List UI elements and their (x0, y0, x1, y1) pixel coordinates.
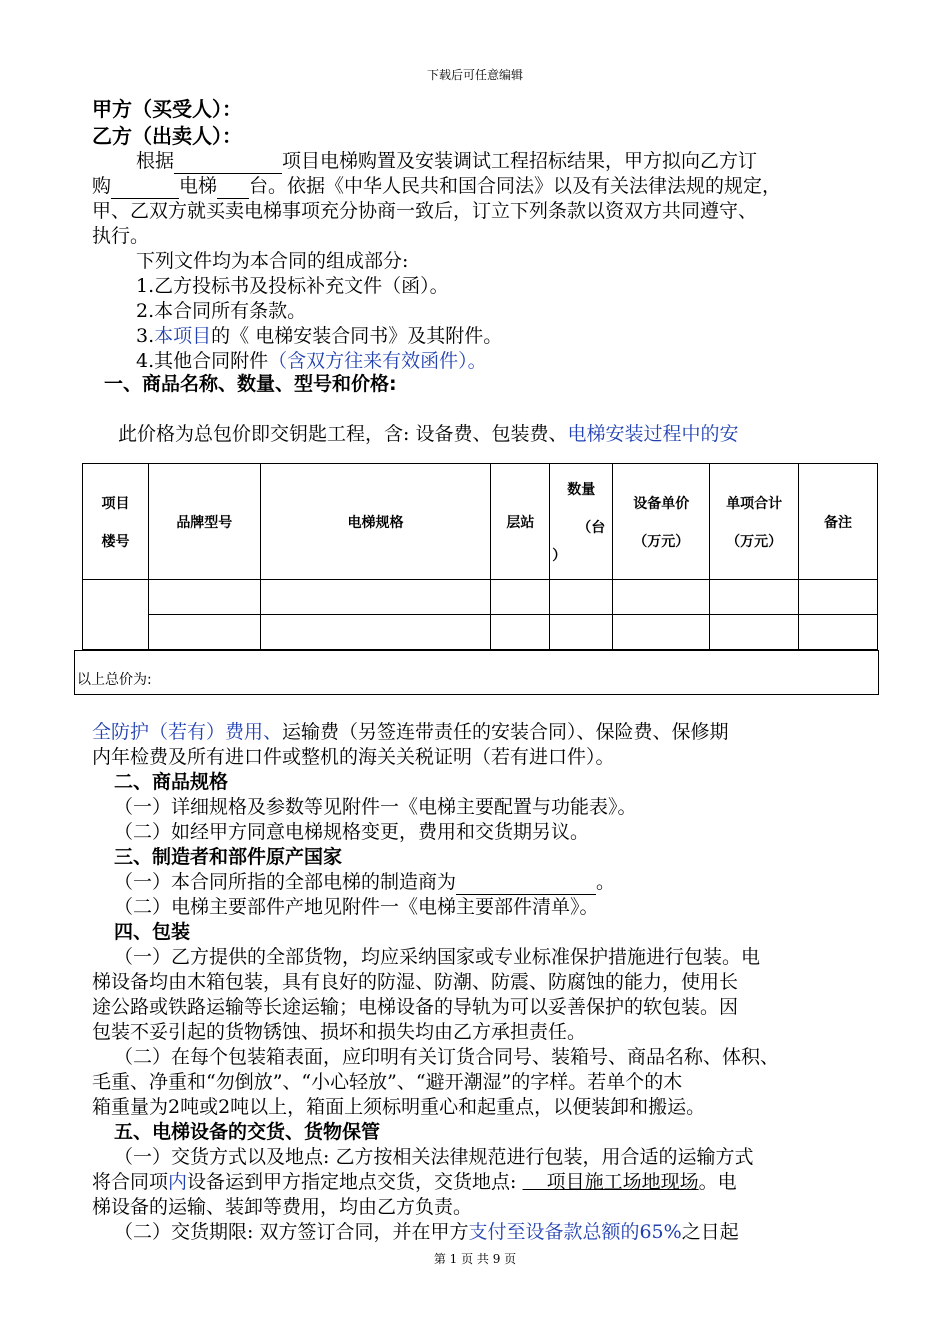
table-header-row (83, 464, 878, 580)
elevator-type-blank (111, 178, 179, 199)
table-cell[interactable] (799, 615, 878, 650)
section-4-item-1-line1: （一）乙方提供的全部货物，均应采纳国家或专业标准保护措施进行包装。电 (114, 946, 761, 968)
header-project-line1: 项目 (101, 495, 130, 512)
doc-item-2: 2.本合同所有条款。 (136, 300, 307, 322)
delivery-location: 项目施工场地现场 (522, 1171, 699, 1193)
section-4-title: 四、包装 (114, 921, 191, 943)
header-brand: 品牌型号 (148, 464, 260, 580)
section-3 (92, 845, 882, 920)
doc-item-3-num: 3. (136, 325, 155, 347)
table-row (83, 615, 878, 650)
page-footer: 第 1 页 共 9 页 (433, 1252, 517, 1266)
header-qty-line2: （台 (577, 519, 606, 536)
section-4-item-2-line1: （二）在每个包装箱表面，应印明有关订货合同号、装箱号、商品名称、体积、 (114, 1046, 780, 1068)
doc-item-4-note: （含双方往来有效函件）。 (268, 350, 487, 372)
table-cell[interactable] (148, 615, 260, 650)
intro-text-2b: 电梯 (179, 175, 218, 197)
section-4-item-2-line3: 箱重量为2吨或2吨以上，箱面上须标明重心和起重点，以便装卸和搬运。 (92, 1096, 706, 1118)
table-cell[interactable] (710, 615, 799, 650)
header-unit-line1: 设备单价 (633, 495, 690, 512)
doc-item-1: 1.乙方投标书及投标补充文件（函）。 (136, 275, 449, 297)
table-cell[interactable] (260, 580, 491, 615)
section-3-item-2: （二）电梯主要部件产地见附件一《电梯主要部件清单》。 (114, 896, 599, 918)
section-5-item-2a: （二）交货期限: 双方签订合同，并在甲方 (114, 1221, 469, 1243)
header-quantity (550, 464, 613, 580)
seller-label: 乙方（出卖人）： (92, 124, 242, 148)
doc-item-3-project: 本项目 (154, 325, 212, 347)
intro-text-4: 执行。 (92, 225, 150, 247)
docs-title: 下列文件均为本合同的组成部分: (136, 250, 409, 272)
table-row (83, 580, 878, 615)
section-3-item-1-end: 。 (596, 871, 616, 893)
header-sub-line1: 单项合计 (726, 495, 783, 512)
table-cell[interactable] (491, 615, 550, 650)
table-cell[interactable] (799, 580, 878, 615)
header-remark: 备注 (799, 464, 878, 580)
table-cell[interactable] (613, 580, 710, 615)
table-cell[interactable] (83, 580, 149, 650)
security-fee-text: 全防护（若有）费用、 (92, 721, 283, 743)
total-price-row[interactable] (74, 650, 879, 695)
header-qty-line3: ） (552, 547, 567, 564)
doc-item-3-text: 的《 电梯安装合同书》及其附件。 (211, 325, 503, 347)
intro-text-1b: 项目电梯购置及安装调试工程招标结果，甲方拟向乙方订 (282, 150, 758, 172)
section-4 (92, 920, 882, 1120)
section-5-item-1-line2e: 。电 (698, 1171, 737, 1193)
header-sub-line2: （万元） (726, 533, 783, 550)
section-5-item-1-line2b: 内 (168, 1171, 188, 1193)
section-3-title: 三、制造者和部件原产国家 (114, 846, 343, 868)
section-5-item-1-line3: 梯设备的运输、装卸等费用，均由乙方负责。 (92, 1196, 473, 1218)
total-price-label: 以上总价为: (77, 672, 152, 688)
after-table-line2: 内年检费及所有进口件或整机的海关关税证明（若有进口件）。 (92, 746, 615, 768)
price-note-blue: 电梯安装过程中的安 (567, 423, 739, 445)
header-spec: 电梯规格 (260, 464, 491, 580)
price-note-text: 此价格为总包价即交钥匙工程，含: 设备费、包装费、 (118, 423, 568, 445)
section-2-title: 二、商品规格 (114, 771, 229, 793)
table-cell[interactable] (491, 580, 550, 615)
section-5-title: 五、电梯设备的交货、货物保管 (114, 1121, 381, 1143)
project-name-blank (174, 153, 282, 174)
intro-text-1a: 根据 (136, 150, 175, 172)
page-header: 下载后可任意编辑 (426, 68, 523, 82)
intro-paragraph (92, 149, 882, 374)
intro-text-2a: 购 (92, 175, 112, 197)
elevator-count-blank (217, 178, 249, 199)
section-5-item-2b: 支付至设备款总额的65% (468, 1221, 682, 1243)
table-cell[interactable] (148, 580, 260, 615)
section-5-item-1-line2a: 将合同项 (92, 1171, 169, 1193)
after-table-paragraph (92, 720, 882, 770)
header-project (83, 464, 149, 580)
table-cell[interactable] (550, 615, 613, 650)
header-qty-line1: 数量 (567, 481, 596, 498)
section-2-item-2: （二）如经甲方同意电梯规格变更，费用和交货期另议。 (114, 821, 590, 843)
table-cell[interactable] (550, 580, 613, 615)
table-cell[interactable] (710, 580, 799, 615)
section-5-item-1-line1: （一）交货方式以及地点: 乙方按相关法律规范进行包装，用合适的运输方式 (114, 1146, 754, 1168)
table-cell[interactable] (260, 615, 491, 650)
section-5-item-1-line2c: 设备运到甲方指定地点交货，交货地点: (187, 1171, 523, 1193)
section-2 (92, 770, 882, 845)
header-unit-line2: （万元） (633, 533, 690, 550)
header-project-line2: 楼号 (101, 533, 130, 550)
section-1-title: 一、商品名称、数量、型号和价格: (104, 373, 397, 395)
transport-fee-text: 运输费（另签连带责任的安装合同）、保险费、保修期 (282, 721, 729, 743)
doc-item-4-text: 4.其他合同附件 (136, 350, 269, 372)
section-3-item-1: （一）本合同所指的全部电梯的制造商为 (114, 871, 457, 893)
header-unit-price (613, 464, 710, 580)
header-floors: 层站 (491, 464, 550, 580)
section-2-item-1: （一）详细规格及参数等见附件一《电梯主要配置与功能表》。 (114, 796, 637, 818)
buyer-label: 甲方（买受人）： (92, 97, 242, 121)
section-5 (92, 1120, 882, 1245)
manufacturer-blank (456, 874, 596, 895)
intro-text-2c: 台。依据《中华人民共和国合同法》以及有关法律法规的规定， (249, 175, 782, 197)
price-note (118, 422, 888, 447)
table-cell[interactable] (613, 615, 710, 650)
section-4-item-2-line2: 毛重、净重和“勿倒放”、“小心轻放”、“避开潮湿”的字样。若单个的木 (92, 1071, 683, 1093)
section-4-item-1-line4: 包装不妥引起的货物锈蚀、损坏和损失均由乙方承担责任。 (92, 1021, 587, 1043)
section-5-item-2c: 之日起 (681, 1221, 739, 1243)
header-subtotal (710, 464, 799, 580)
price-table (82, 463, 878, 650)
intro-text-3: 甲、乙双方就买卖电梯事项充分协商一致后，订立下列条款以资双方共同遵守、 (92, 200, 758, 222)
section-4-item-1-line2: 梯设备均由木箱包装，具有良好的防湿、防潮、防震、防腐蚀的能力，使用长 (92, 971, 739, 993)
section-4-item-1-line3: 途公路或铁路运输等长途运输；电梯设备的导轨为可以妥善保护的软包装。因 (92, 996, 739, 1018)
